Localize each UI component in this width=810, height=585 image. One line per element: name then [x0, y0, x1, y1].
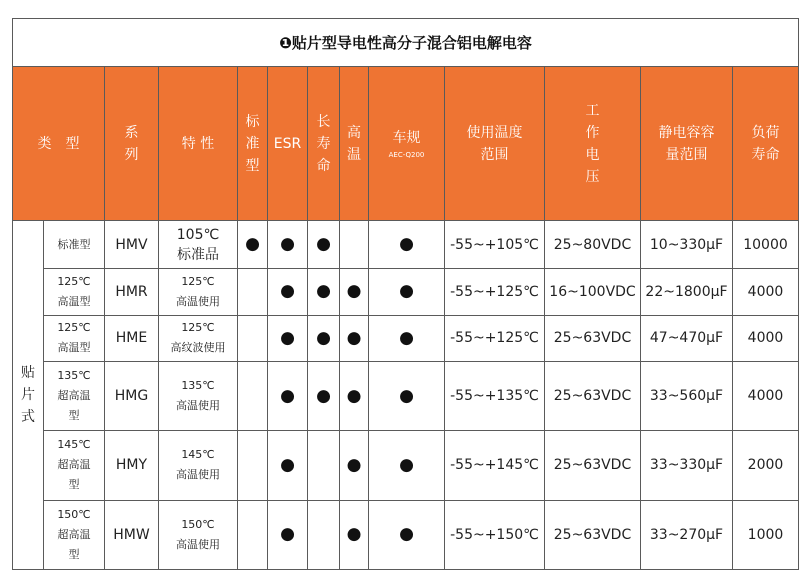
high-temp-mark: ● [340, 269, 369, 315]
feature-text: 135℃ 高温使用 [176, 379, 220, 413]
header-auto [369, 67, 445, 221]
type-cell [44, 500, 105, 569]
standard-mark [238, 269, 268, 315]
header-load-life [733, 67, 799, 221]
capacitance-cell: 33~330μF [641, 431, 733, 500]
long-life-mark [308, 431, 340, 500]
type-cell [44, 221, 105, 269]
capacitor-spec-table [12, 18, 799, 570]
standard-mark: ● [238, 221, 268, 269]
feature-cell [159, 315, 238, 361]
feature-cell [159, 269, 238, 315]
esr-mark: ● [268, 315, 308, 361]
capacitance-cell: 47~470μF [641, 315, 733, 361]
header-series [105, 67, 159, 221]
type-cell [44, 361, 105, 430]
series-cell: HMG [105, 361, 159, 430]
temp-range-cell: -55~+150℃ [445, 500, 545, 569]
type-text: 150℃ 超高温 型 [57, 507, 91, 561]
header-feature: 特 性 [159, 67, 238, 221]
voltage-cell: 25~63VDC [545, 315, 641, 361]
header-long-life [308, 67, 340, 221]
table-row [13, 361, 799, 430]
capacitance-cell: 33~560μF [641, 361, 733, 430]
header-temp-range-text: 使用温度 范围 [466, 124, 523, 163]
table-row [13, 269, 799, 315]
esr-mark: ● [268, 431, 308, 500]
auto-mark: ● [369, 269, 445, 315]
header-high-temp-text: 高 温 [347, 124, 361, 163]
header-standard-text: 标 准 型 [245, 113, 260, 174]
load-life-cell: 10000 [733, 221, 799, 269]
feature-text: 145℃ 高温使用 [176, 448, 220, 482]
header-capacitance-text: 静电容容 量范围 [658, 124, 715, 163]
temp-range-cell: -55~+145℃ [445, 431, 545, 500]
auto-mark: ● [369, 315, 445, 361]
header-esr: ESR [268, 67, 308, 221]
voltage-cell: 25~63VDC [545, 500, 641, 569]
type-text: 145℃ 超高温 型 [57, 438, 91, 492]
esr-mark: ● [268, 221, 308, 269]
header-voltage-text: 工 作 电 压 [585, 102, 600, 185]
long-life-mark: ● [308, 221, 340, 269]
header-high-temp [340, 67, 369, 221]
long-life-mark [308, 500, 340, 569]
load-life-cell: 4000 [733, 361, 799, 430]
esr-mark: ● [268, 361, 308, 430]
esr-mark: ● [268, 269, 308, 315]
header-temp-range [445, 67, 545, 221]
load-life-cell: 2000 [733, 431, 799, 500]
auto-mark: ● [369, 500, 445, 569]
esr-mark: ● [268, 500, 308, 569]
feature-cell [159, 500, 238, 569]
type-cell [44, 269, 105, 315]
table-title: ❶贴片型导电性高分子混合铝电解电容 [13, 19, 799, 67]
type-text: 125℃ 高温型 [57, 321, 91, 355]
type-cell [44, 431, 105, 500]
header-auto-label: 车规 [392, 129, 421, 146]
header-long-life-text: 长 寿 命 [316, 113, 331, 174]
capacitance-cell: 22~1800μF [641, 269, 733, 315]
header-auto-std: AEC-Q200 [388, 150, 425, 159]
series-cell: HMR [105, 269, 159, 315]
load-life-cell: 1000 [733, 500, 799, 569]
header-voltage [545, 67, 641, 221]
standard-mark [238, 500, 268, 569]
temp-range-cell: -55~+125℃ [445, 315, 545, 361]
temp-range-cell: -55~+125℃ [445, 269, 545, 315]
type-text: 标准型 [57, 237, 91, 251]
header-load-life-text: 负荷 寿命 [751, 124, 780, 163]
table-row [13, 431, 799, 500]
voltage-cell: 16~100VDC [545, 269, 641, 315]
feature-text: 150℃ 高温使用 [176, 517, 220, 551]
feature-text: 125℃ 高纹波使用 [170, 321, 226, 355]
high-temp-mark: ● [340, 431, 369, 500]
load-life-cell: 4000 [733, 269, 799, 315]
table-row [13, 315, 799, 361]
type-text: 125℃ 高温型 [57, 274, 91, 308]
table-row [13, 221, 799, 269]
series-cell: HME [105, 315, 159, 361]
feature-cell [159, 221, 238, 269]
voltage-cell: 25~63VDC [545, 431, 641, 500]
high-temp-mark: ● [340, 361, 369, 430]
high-temp-mark [340, 221, 369, 269]
voltage-cell: 25~63VDC [545, 361, 641, 430]
series-cell: HMV [105, 221, 159, 269]
load-life-cell: 4000 [733, 315, 799, 361]
header-standard [238, 67, 268, 221]
voltage-cell: 25~80VDC [545, 221, 641, 269]
feature-text: 105℃ 标准品 [176, 226, 220, 263]
feature-text: 125℃ 高温使用 [176, 274, 220, 308]
header-type: 类 型 [13, 67, 105, 221]
temp-range-cell: -55~+135℃ [445, 361, 545, 430]
category-text: 贴 片 式 [21, 365, 35, 426]
header-row [13, 67, 799, 221]
type-text: 135℃ 超高温 型 [57, 369, 91, 423]
capacitance-cell: 33~270μF [641, 500, 733, 569]
auto-mark: ● [369, 361, 445, 430]
header-series-text: 系 列 [124, 124, 139, 163]
feature-cell [159, 361, 238, 430]
capacitance-cell: 10~330μF [641, 221, 733, 269]
standard-mark [238, 361, 268, 430]
high-temp-mark: ● [340, 500, 369, 569]
series-cell: HMY [105, 431, 159, 500]
series-cell: HMW [105, 500, 159, 569]
category-cell [13, 221, 44, 570]
auto-mark: ● [369, 221, 445, 269]
standard-mark [238, 431, 268, 500]
long-life-mark: ● [308, 315, 340, 361]
type-cell [44, 315, 105, 361]
feature-cell [159, 431, 238, 500]
table-row [13, 500, 799, 569]
standard-mark [238, 315, 268, 361]
temp-range-cell: -55~+105℃ [445, 221, 545, 269]
long-life-mark: ● [308, 361, 340, 430]
high-temp-mark: ● [340, 315, 369, 361]
header-capacitance [641, 67, 733, 221]
long-life-mark: ● [308, 269, 340, 315]
auto-mark: ● [369, 431, 445, 500]
